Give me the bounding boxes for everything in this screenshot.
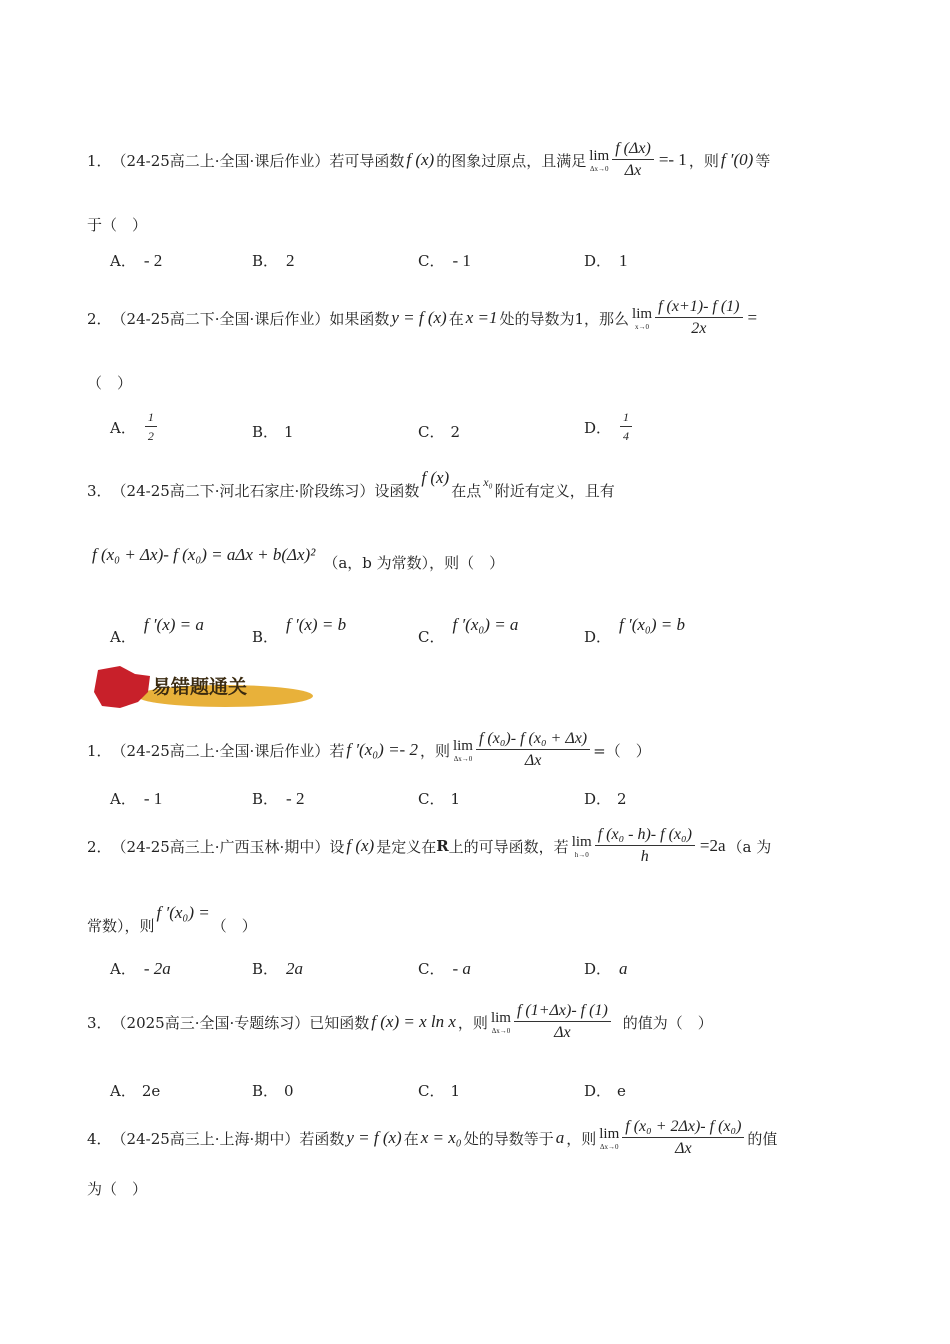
option-key: C． [418, 423, 445, 441]
numerator: 1 [620, 410, 632, 427]
option-key: D． [584, 790, 612, 808]
q-text: ，则 [457, 1013, 488, 1032]
option-key: D． [584, 628, 612, 646]
denominator: 4 [623, 429, 630, 443]
option-c [418, 1080, 460, 1101]
option-c [418, 250, 473, 271]
q-text: 在点 [451, 481, 482, 500]
q-text: 附近有定义，且有 [494, 481, 615, 500]
q-text: 如果函数 [329, 309, 390, 328]
q-text: （a 为 [727, 837, 772, 856]
option-d [584, 250, 630, 271]
lim-sub: Δx→0 [453, 754, 473, 763]
numerator: f (x₀)- f (x₀ + Δx) [476, 730, 590, 750]
numerator: f (Δx) [612, 140, 654, 160]
fraction [612, 140, 654, 180]
option-key: A． [110, 418, 136, 437]
error-question-3 [87, 994, 713, 1050]
math: f (x) [346, 836, 375, 855]
question-3-condition [90, 544, 505, 572]
fraction [595, 826, 695, 866]
question-1 [87, 128, 770, 192]
q-text: 为（ ） [87, 1180, 148, 1198]
option-b [252, 788, 306, 809]
option-value: - 1 [143, 788, 163, 808]
q-text: （ ） [87, 374, 133, 392]
denominator: 2x [691, 320, 707, 337]
error-question-1 [87, 722, 651, 778]
q-text: 若函数 [299, 1129, 345, 1148]
option-value: 2 [617, 789, 627, 808]
option-key: D． [584, 1082, 612, 1100]
option-value: f ′(x₀) = a [452, 614, 519, 634]
fraction [514, 1002, 611, 1042]
math: R [436, 837, 449, 855]
section-banner [90, 662, 315, 712]
option-value: 1 [450, 789, 461, 808]
option-key: B． [252, 423, 279, 441]
option-c [418, 602, 520, 647]
denominator: Δx [624, 162, 642, 179]
math: x =1 [465, 308, 498, 327]
option-c [418, 958, 473, 979]
option-value: - 2a [143, 958, 171, 978]
limit [572, 834, 592, 859]
option-value: 2 [450, 422, 461, 441]
q-source: （24-25高三上·上海·期中） [111, 1129, 300, 1148]
option-d [584, 1080, 626, 1101]
option-c [418, 788, 460, 809]
fraction [145, 410, 157, 444]
option-value: 1 [284, 422, 294, 441]
option-value: - a [452, 958, 471, 978]
denominator: 2 [147, 429, 154, 443]
option-b [252, 602, 348, 647]
q-number: 3． [87, 481, 112, 500]
lim-sub: h→0 [574, 850, 589, 859]
math-formula: f (x₀ + Δx)- f (x₀) = aΔx + b(Δx)² [92, 544, 316, 564]
q-text: ，则 [419, 741, 450, 760]
denominator: Δx [524, 752, 542, 769]
numerator: 1 [145, 410, 157, 427]
q-text: =（ ） [593, 741, 651, 760]
option-a [110, 410, 160, 444]
q-number: 1． [87, 741, 112, 760]
math: f (x) = x ln x [371, 1012, 456, 1031]
question-3 [87, 470, 615, 510]
math: f (x) [421, 468, 450, 487]
limit [632, 306, 652, 331]
q-text: 上的可导函数，若 [448, 837, 569, 856]
option-value: 2a [286, 958, 304, 978]
q-source: （24-25高二上·全国·课后作业） [111, 151, 330, 170]
math: =2a [699, 836, 726, 855]
q-text: 是定义在 [376, 837, 437, 856]
option-c [418, 421, 460, 442]
math: =- 1 [658, 150, 687, 169]
lim-sub: Δx→0 [491, 1026, 511, 1035]
option-a [110, 1080, 160, 1101]
lim-sub: Δx→0 [589, 164, 609, 173]
option-value: 1 [619, 250, 628, 270]
option-value: a [619, 958, 628, 978]
limit [589, 148, 609, 173]
error-question-2 [87, 818, 771, 874]
option-key: D． [584, 252, 612, 270]
denominator: h [640, 848, 649, 865]
math: a [555, 1128, 565, 1147]
option-value: - 1 [452, 250, 471, 270]
math: = [747, 308, 758, 327]
option-key: B． [252, 252, 279, 270]
denominator: Δx [554, 1024, 571, 1041]
lim-label: lim [490, 1009, 511, 1026]
math: f ′(x₀) = [156, 903, 210, 922]
numerator: f (1+Δx)- f (1) [514, 1002, 611, 1022]
option-value: f ′(x₀) = b [619, 614, 685, 634]
q-number: 2． [87, 837, 112, 856]
error-question-4 [87, 1110, 777, 1166]
option-key: A． [110, 960, 136, 978]
option-value: - 2 [143, 250, 163, 270]
math: f ′(0) [720, 150, 754, 169]
option-key: C． [418, 628, 445, 646]
numerator: f (x+1)- f (1) [655, 298, 742, 318]
option-value: f ′(x) = a [143, 614, 204, 634]
lim-label: lim [571, 833, 592, 850]
option-a [110, 958, 173, 979]
lim-label: lim [452, 737, 473, 754]
option-d [584, 788, 627, 809]
limit [491, 1010, 511, 1035]
q-source: （24-25高二下·全国·课后作业） [111, 309, 330, 328]
option-a [110, 602, 206, 647]
math: x = x₀ [420, 1128, 462, 1147]
option-a [110, 788, 164, 809]
q-number: 3． [87, 1013, 112, 1032]
q-text: （ ） [211, 916, 257, 935]
q-text: 的值为（ ） [622, 1013, 713, 1032]
q-source: （24-25高二上·全国·课后作业） [111, 741, 330, 760]
error-question-2-cont [87, 900, 257, 936]
option-key: A． [110, 790, 136, 808]
numerator: f (x₀ + 2Δx)- f (x₀) [622, 1118, 744, 1138]
option-key: A． [110, 628, 136, 646]
q-text: （a，b 为常数），则（ ） [323, 554, 505, 572]
option-key: A． [110, 1082, 136, 1100]
option-key: C． [418, 960, 445, 978]
fraction [620, 410, 632, 444]
option-key: C． [418, 252, 445, 270]
option-value: f ′(x) = b [286, 614, 347, 634]
q-number: 2． [87, 309, 112, 328]
option-key: B． [252, 628, 279, 646]
q-text: 的图象过原点，且满足 [436, 151, 587, 170]
lim-sub: Δx→0 [599, 1142, 619, 1151]
math: f (x) [406, 150, 435, 169]
option-b [252, 421, 294, 442]
q-text: 于（ ） [87, 216, 148, 234]
numerator: f (x₀ - h)- f (x₀) [595, 826, 695, 846]
q-source: （2025高三·全国·专题练习） [111, 1013, 310, 1032]
denominator: Δx [675, 1140, 692, 1157]
math: x₀ [483, 474, 493, 489]
option-b [252, 958, 305, 979]
option-d [584, 958, 630, 979]
q-text: ，则 [688, 151, 719, 170]
q-text: 在 [403, 1129, 419, 1148]
lim-label: lim [589, 147, 610, 164]
q-number: 4． [87, 1129, 112, 1148]
q-text: ，则 [566, 1129, 597, 1148]
option-key: B． [252, 960, 279, 978]
option-key: D． [584, 418, 612, 437]
option-key: C． [418, 1082, 445, 1100]
q-text: 处的导数等于 [463, 1129, 554, 1148]
lim-sub: x→0 [635, 322, 650, 331]
lim-label: lim [599, 1125, 620, 1142]
q-text: 若可导函数 [329, 151, 405, 170]
option-d [584, 410, 635, 444]
q-text: 处的导数为1，那么 [499, 309, 630, 328]
q-text: 设函数 [374, 481, 420, 500]
option-key: C． [418, 790, 445, 808]
q-text: 已知函数 [309, 1013, 370, 1032]
math: f ′(x₀) =- 2 [346, 740, 418, 759]
option-key: A． [110, 252, 136, 270]
fraction [655, 298, 742, 338]
question-2 [87, 286, 759, 350]
fraction [476, 730, 590, 770]
banner-title: 易错题通关 [152, 676, 248, 698]
option-b [252, 250, 297, 271]
math: y = f (x) [346, 1128, 402, 1147]
math: y = f (x) [391, 308, 447, 327]
q-number: 1． [87, 151, 112, 170]
option-d [584, 602, 687, 647]
limit [453, 738, 473, 763]
q-source: （24-25高三上·广西玉林·期中） [111, 837, 330, 856]
q-text: 设 [329, 837, 345, 856]
option-a [110, 250, 164, 271]
option-value: - 2 [286, 788, 305, 808]
q-text: 常数），则 [87, 916, 155, 935]
option-key: B． [252, 1082, 279, 1100]
lim-label: lim [632, 305, 653, 322]
option-value: 0 [284, 1081, 294, 1100]
fraction [622, 1118, 744, 1158]
option-b [252, 1080, 294, 1101]
q-text: 的值 [747, 1129, 778, 1148]
option-key: D． [584, 960, 612, 978]
q-source: （24-25高二下·河北石家庄·阶段练习） [111, 481, 375, 500]
q-text: 若 [329, 741, 345, 760]
option-value: 2 [286, 250, 295, 270]
option-value: e [617, 1081, 626, 1100]
option-value: 2e [141, 1081, 161, 1100]
option-value: 1 [450, 1081, 461, 1100]
limit [599, 1126, 619, 1151]
q-text: 等 [755, 151, 771, 170]
option-key: B． [252, 790, 279, 808]
q-text: 在 [448, 309, 464, 328]
